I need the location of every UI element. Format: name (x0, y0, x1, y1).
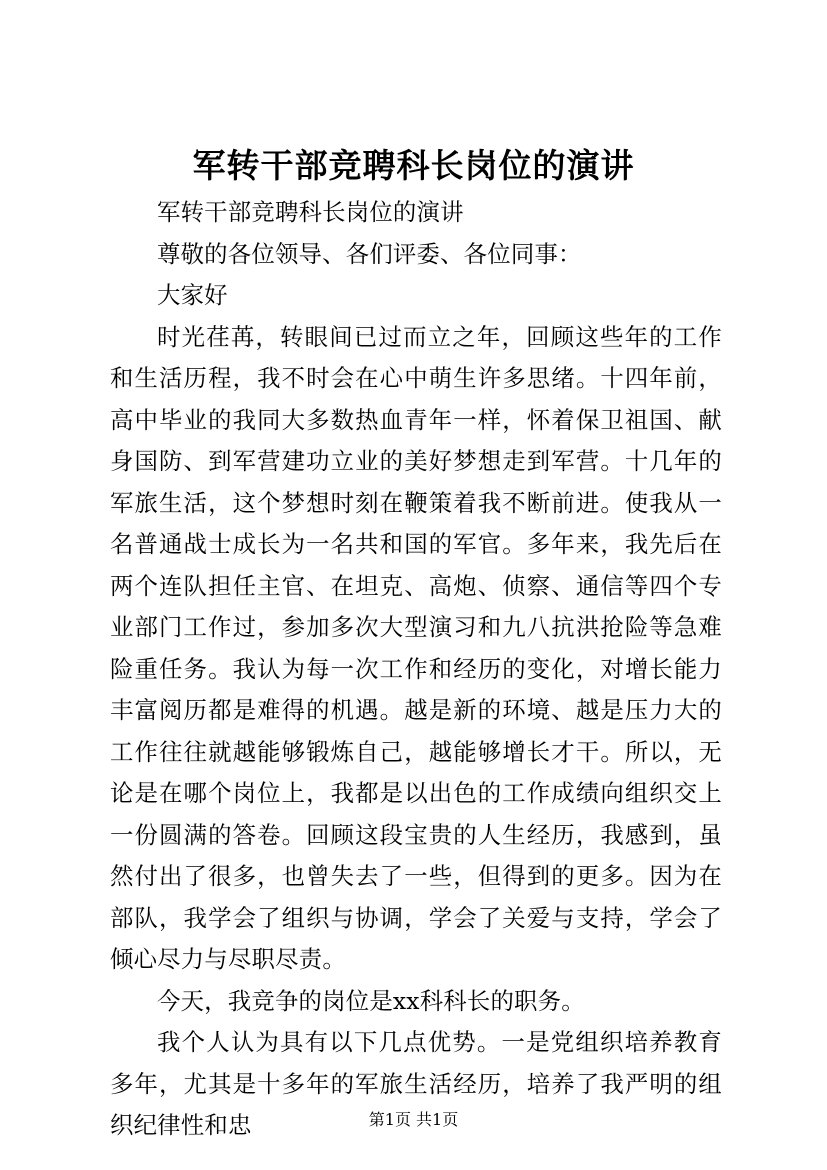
paragraph-subtitle: 军转干部竞聘科长岗位的演讲 (157, 198, 464, 226)
paragraph-advantages: 我个人认为具有以下几点优势。一是党组织培养教育多年，尤其是十多年的军旅生活经历，培养了我严明的组织纪律性和忠 (110, 1028, 722, 1139)
paragraph-experience: 时光荏苒，转眼间已过而立之年，回顾这些年的工作和生活历程，我不时会在心中萌生许多思绪。十四年前，高中毕业的我同大多数热血青年一样，怀着保卫祖国、献身国防、到军营建功立业的美好梦想走到军营。十几年的军旅生活，这个梦想时刻在鞭策着我不断前进。使我从一名普通战士成长为一名共和国的军官。多年来，我先后在两个连队担任主官、在坦克、高炮、侦察、通信等四个专业部门工作过，参加多次大型演习和九八抗洪抢险等急难险重任务。我认为每一次工作和经历的变化，对增长能力丰富阅历都是难得的机遇。越是新的环境、越是压力大的工作往往就越能够锻炼自己，越能够增长才干。所以，无论是在哪个岗位上，我都是以出色的工作成绩向组织交上一份圆满的答卷。回顾这段宝贵的人生经历，我感到，虽然付出了很多，也曾失去了一些，但得到的更多。因为在部队，我学会了组织与协调，学会了关爱与支持，学会了倾心尽力与尽职尽责。 (110, 322, 722, 973)
paragraph-salutation: 尊敬的各位领导、各们评委、各位同事： (157, 239, 582, 268)
document-title: 军转干部竞聘科长岗位的演讲 (192, 146, 635, 185)
paragraph-position: 今天，我竞争的岗位是xx科科长的职务。 (157, 986, 585, 1015)
paragraph-greeting: 大家好 (157, 281, 228, 309)
page-footer: 第1页 共1页 (368, 1110, 459, 1129)
document-body (110, 192, 722, 1147)
